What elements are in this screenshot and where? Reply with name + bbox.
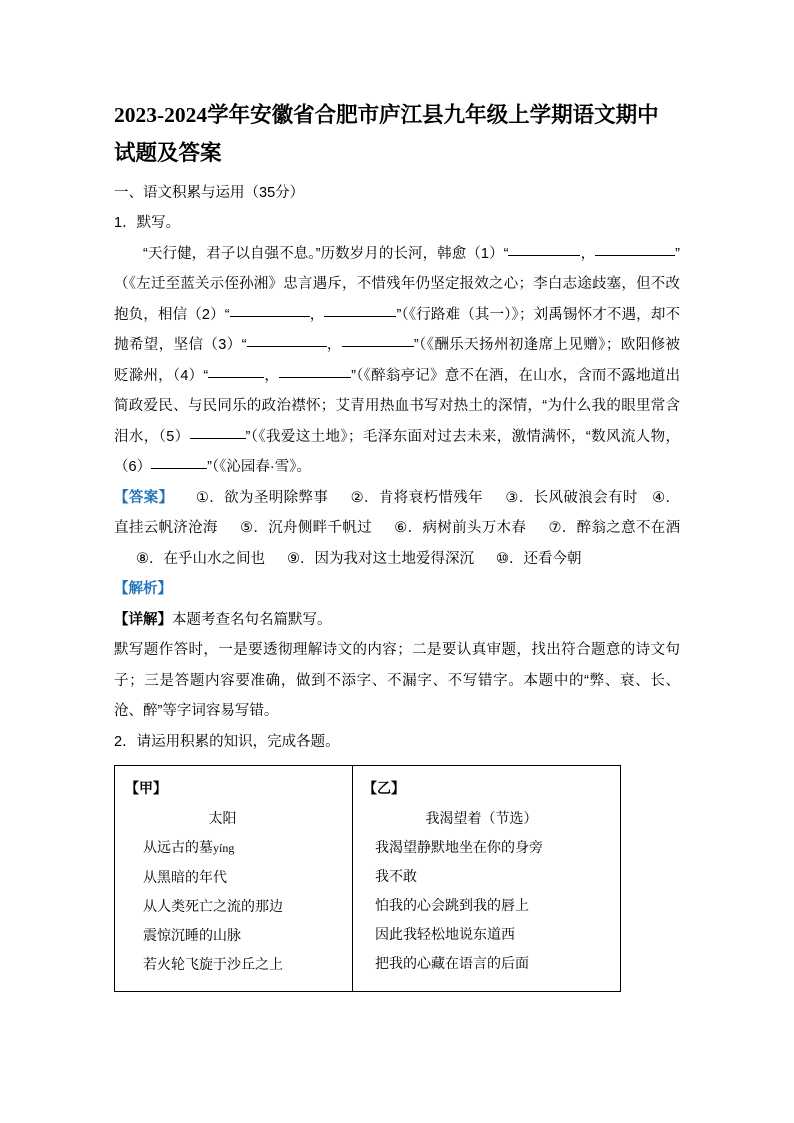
analysis-detail-text: 本题考查名句名篇默写。 (172, 611, 332, 628)
answer-text-5: 沉舟侧畔千帆过 (268, 520, 372, 536)
analysis-detail-line (114, 605, 680, 636)
analysis-label-line (114, 574, 680, 605)
cell-tag-yi: 【乙】 (363, 780, 405, 796)
fill-blank-3a[interactable] (247, 334, 327, 347)
answer-text-7: 醉翁之意不在酒 (576, 520, 681, 536)
analysis-label: 【解析】 (114, 581, 172, 597)
poem-title-yi: 我渴望着（节选） (425, 810, 538, 826)
cell-tag-jia: 【甲】 (125, 780, 167, 796)
answer-num-5: ⑤． (239, 520, 269, 536)
table-cell-jia (115, 766, 353, 992)
answer-text-10: 还看今朝 (523, 550, 582, 567)
poem-line-jia-1 (125, 833, 342, 863)
fill-blank-4b[interactable] (279, 365, 351, 378)
answer-text-1: 欲为圣明除弊事 (224, 489, 329, 506)
poem-line-jia-3: 从人类死亡之流的那边 (143, 898, 283, 914)
answer-text-3: 长风破浪会有时 (533, 489, 638, 506)
fill-blank-5[interactable] (190, 426, 246, 439)
fill-blank-3b[interactable] (342, 334, 414, 347)
poem-line-yi-4: 因此我轻松地说东道西 (375, 926, 515, 942)
answer-num-9: ⑨． (287, 550, 315, 567)
q1-text-f: ”（《我爱这土地》；毛泽东面对过去未来，激情满怀，“数风流人物，（6） (114, 428, 680, 475)
analysis-paragraph: 默写题作答时，一是要透彻理解诗文的内容；二是要认真审题，找出符合题意的诗文句子；三是答题内容要准确，做到不添字、不漏字、不写错字。本题中的“弊、衰、长、沧、醉”等字词容易写错。 (114, 642, 680, 719)
q1-comma-2: ， (309, 306, 325, 323)
fill-blank-1a[interactable] (508, 243, 580, 256)
poem-comparison-table (114, 765, 621, 992)
answer-block (114, 483, 680, 575)
poem-line-jia-2: 从黑暗的年代 (143, 869, 227, 885)
fill-blank-4a[interactable] (208, 365, 264, 378)
answer-num-7: ⑦． (548, 520, 577, 536)
q1-text-d: ”（《酬乐天扬州初逢席上见赠》；欧阳修被贬滁州，（4）“ (114, 337, 680, 384)
poem-line-jia-5: 若火轮飞旋于沙丘之上 (143, 956, 283, 972)
analysis-detail-label: 【详解】 (114, 611, 172, 628)
q1-text-c: ”（《行路难（其一）》；刘禹锡怀才不遇，却不抛希望，坚信（3）“ (114, 306, 680, 353)
fill-blank-1b[interactable] (595, 243, 675, 256)
answer-num-3: ③． (505, 489, 534, 506)
answer-num-4: ④． (651, 489, 680, 506)
q1-text-b: ”（《左迁至蓝关示侄孙湘》忠言遇斥，不惜残年仍坚定报效之心；李白志途歧塞，但不改抱负，相信（2）“ (114, 245, 680, 323)
q1-text-g: ”（《沁园春·雪》。 (207, 459, 311, 475)
answer-text-4: 直挂云帆济沧海 (114, 520, 218, 536)
table-cell-yi (353, 766, 621, 992)
poem-line-jia-4: 震惊沉睡的山脉 (143, 927, 241, 943)
poem-line-yi-2: 我不敢 (375, 868, 417, 884)
question-1-label: 1．默写。 (114, 215, 181, 231)
question-1-body (114, 239, 680, 483)
section-heading: 一、语文积累与运用（35分） (114, 185, 305, 201)
answer-num-10: ⑩． (496, 550, 524, 567)
table-row (115, 766, 621, 992)
fill-blank-2a[interactable] (230, 304, 310, 317)
pinyin-ying: yíng (213, 841, 235, 855)
answer-num-1: ①． (195, 489, 225, 506)
answer-text-8: 在乎山水之间也 (163, 550, 265, 567)
answer-num-2: ②． (350, 489, 379, 506)
poem-line-jia-1-text: 从远古的墓 (143, 839, 213, 855)
answer-label: 【答案】 (114, 489, 174, 506)
answer-num-8: ⑧． (136, 550, 164, 567)
q1-comma-4: ， (264, 367, 280, 384)
answer-text-9: 因为我对这土地爱得深沉 (314, 550, 474, 567)
poem-line-yi-3: 怕我的心会跳到我的唇上 (375, 897, 529, 913)
answer-text-2: 肯将衰朽惜残年 (378, 489, 483, 506)
page-title: 2023-2024学年安徽省合肥市庐江县九年级上学期语文期中试题及答案 (114, 103, 659, 165)
q1-comma-1: ， (580, 245, 596, 262)
fill-blank-6[interactable] (151, 456, 207, 469)
q1-text-e: ”（《醉翁亭记》意不在酒，在山水，含而不露地道出简政爱民、与民同乐的政治襟怀；艾青用热血书写对热土的深情，“为什么我的眼里常含泪水，（5） (114, 367, 681, 445)
answer-text-6: 病树前头万木春 (422, 520, 527, 536)
answer-num-6: ⑥． (393, 520, 423, 536)
q1-text-a: “天行健，君子以自强不息。”历数岁月的长河，韩愈（1）“ (143, 245, 509, 262)
poem-line-yi-5: 把我的心藏在语言的后面 (375, 955, 529, 971)
fill-blank-2b[interactable] (324, 304, 396, 317)
q1-comma-3: ， (326, 337, 342, 353)
question-2-label: 2．请运用积累的知识，完成各题。 (114, 733, 340, 750)
poem-line-yi-1: 我渴望静默地坐在你的身旁 (375, 839, 543, 855)
poem-title-jia: 太阳 (208, 810, 237, 826)
